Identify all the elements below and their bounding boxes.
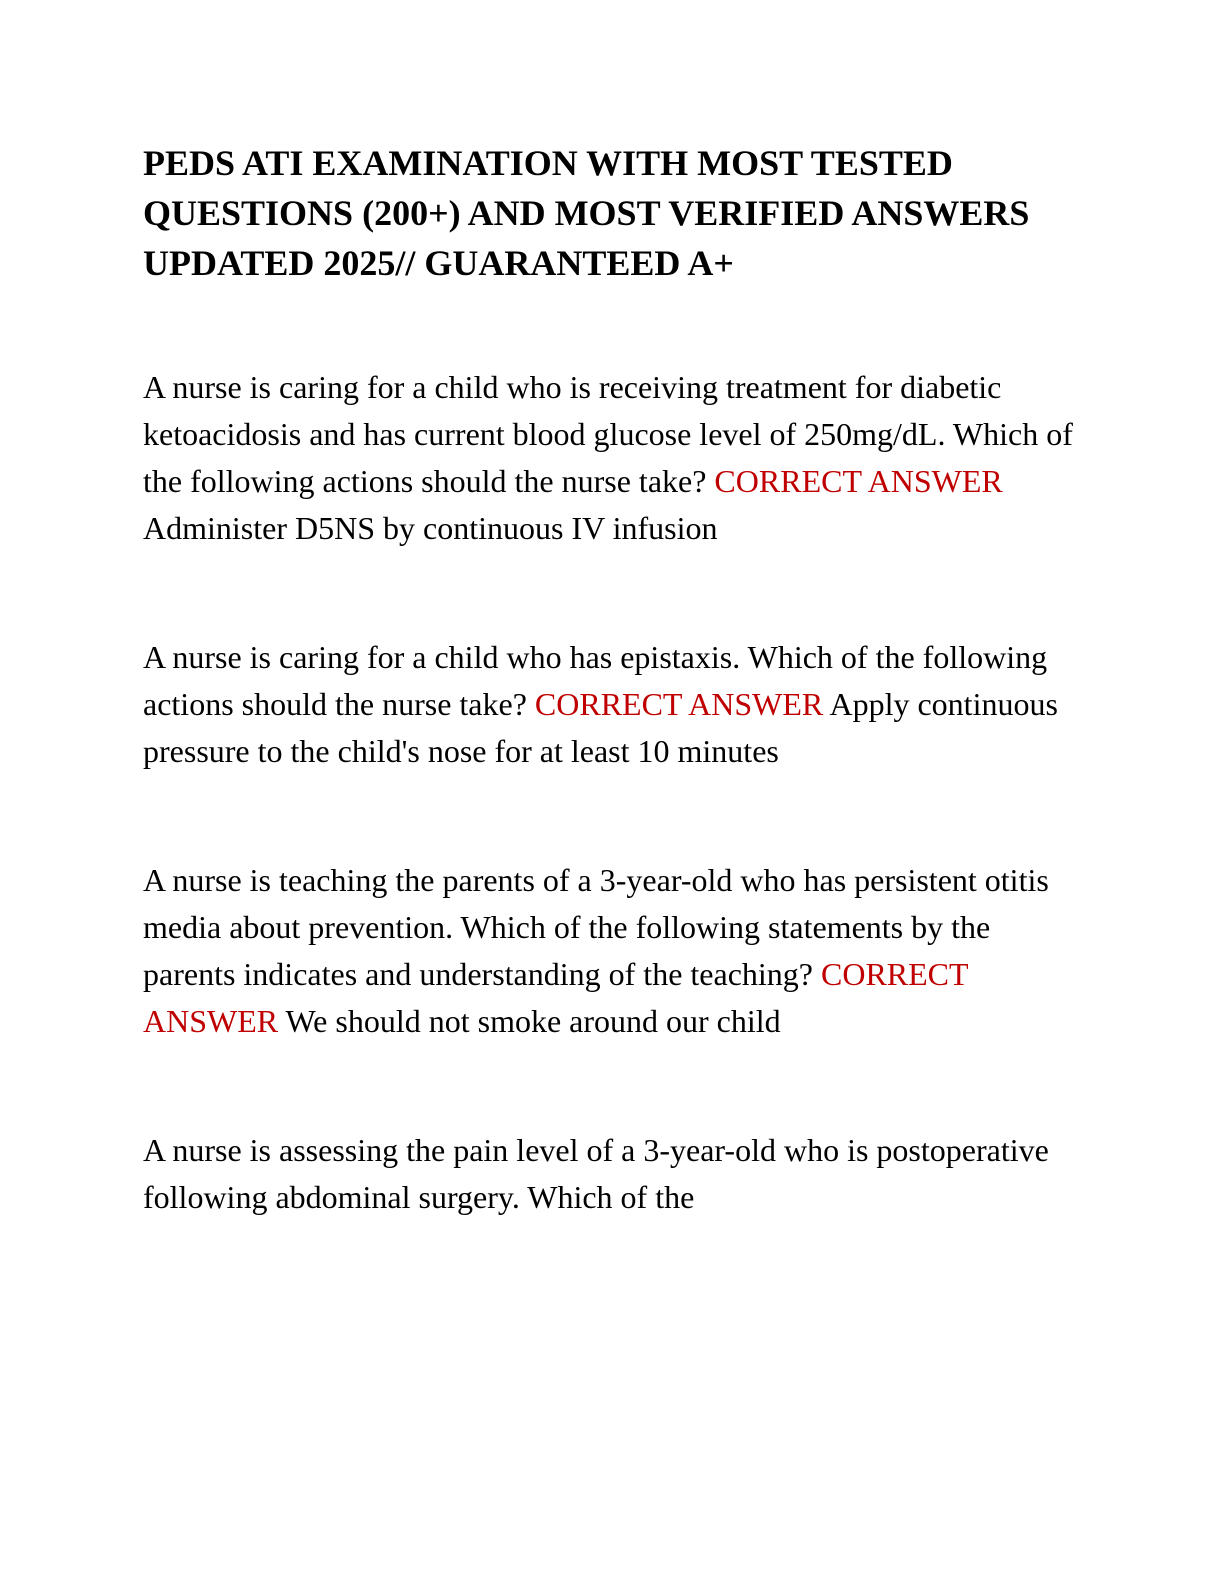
correct-answer-label: CORRECT ANSWER [143,956,968,1039]
document-title: PEDS ATI EXAMINATION WITH MOST TESTED QUESTIONS (200+) AND MOST VERIFIED ANSWERS UPDATED 2025// GUARANTEED A+ [143,143,1030,283]
question-text: A nurse is caring for a child who has epistaxis. Which of the following actions should the nurse take? [143,639,1048,722]
qa-paragraph-4 [143,1127,1080,1221]
answer-text: We should not smoke around our child [278,1003,781,1039]
qa-paragraph-3 [143,857,1080,1045]
correct-answer-label: CORRECT ANSWER [534,686,824,722]
question-text: A nurse is teaching the parents of a 3-year-old who has persistent otitis media about prevention. Which of the following statements by the parents indicates and understanding of the teaching? [143,862,1049,992]
answer-text: Administer D5NS by continuous IV infusion [143,510,718,546]
qa-paragraph-2 [143,634,1080,775]
correct-answer-label: CORRECT ANSWER [714,463,1003,499]
question-text: A nurse is assessing the pain level of a 3-year-old who is postoperative following abdominal surgery. Which of the [143,1132,1049,1215]
qa-paragraph-1 [143,364,1080,552]
question-text: A nurse is caring for a child who is receiving treatment for diabetic ketoacidosis and has current blood glucose level of 250mg/dL. Which of the following actions should the nurse take? [143,369,1073,499]
answer-text: Apply continuous pressure to the child's nose for at least 10 minutes [143,686,1058,769]
